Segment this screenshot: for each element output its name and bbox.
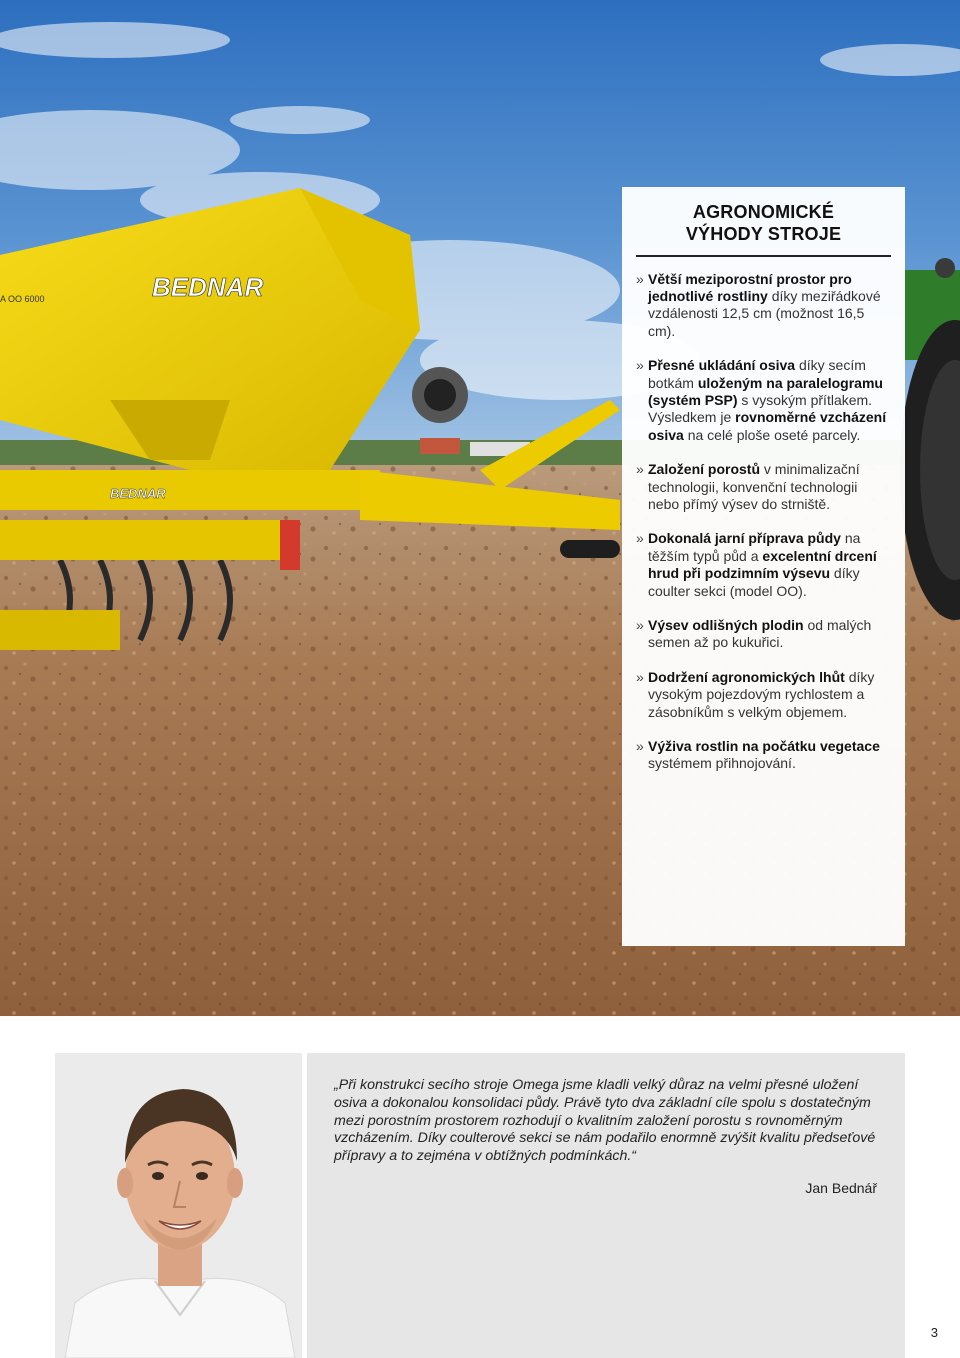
benefit-text: systémem přihnojování. xyxy=(648,755,796,772)
benefit-item xyxy=(636,738,891,773)
benefit-item xyxy=(636,669,891,721)
benefit-text: od malých semen až po kukuřici. xyxy=(648,617,872,651)
person-portrait-illustration xyxy=(55,1053,302,1358)
hopper-brand-logo: BEDNAR xyxy=(152,272,264,302)
title-divider xyxy=(636,255,891,257)
page-number: 3 xyxy=(930,1325,938,1340)
bullet-chevron-icon: » xyxy=(636,617,644,633)
benefit-highlight: Výživa rostlin na počátku vegetace xyxy=(648,738,880,755)
benefit-text: díky meziřádkové vzdálenosti 12,5 cm (možnost 16,5 cm). xyxy=(648,287,881,339)
bullet-chevron-icon: » xyxy=(636,668,644,685)
benefit-highlight: uloženým na paralelogramu (systém PSP) xyxy=(648,374,883,408)
benefit-text: na celé ploše oseté parcely. xyxy=(683,426,861,443)
bullet-chevron-icon: » xyxy=(636,270,644,287)
panel-title xyxy=(636,201,891,245)
benefit-text: díky coulter sekci (model OO). xyxy=(648,565,860,599)
benefit-item xyxy=(636,357,891,444)
benefit-item xyxy=(636,271,891,341)
portrait-photo xyxy=(55,1053,302,1358)
benefit-highlight: Větší meziporostní prostor pro jednotlivé rostliny xyxy=(648,270,852,304)
quote-text: „Při konstrukci secího stroje Omega jsme kladli velký důraz na velmi přesné uložení osiva a dokonalou konsolidaci půdy. Právě tyto dva základní cíle spolu s dostatečným mezi porostním prostorem rozhodují o kvalitním založení porostu s rovnoměrným vzcházením. Díky coulterové sekci se nám podařilo enormně zvýšit kvalitu předseťové přípravy a to zejména v obtížných podmínkách.“ xyxy=(334,1077,876,1165)
benefit-item xyxy=(636,617,891,652)
frame-brand-logo: BEDNAR xyxy=(110,486,166,501)
benefit-item xyxy=(636,461,891,513)
hopper-model-label: A OO 6000 xyxy=(0,294,45,304)
benefit-text: díky secím botkám xyxy=(648,357,866,391)
benefit-text: díky vysokým pojezdovým rychlostem a zásobníkům s velkým objemem. xyxy=(648,668,875,720)
benefit-highlight: Dodržení agronomických lhůt xyxy=(648,668,845,685)
benefit-highlight: excelentní drcení hrud při podzimním výsevu xyxy=(648,547,877,582)
quote-author: Jan Bednář xyxy=(805,1179,877,1196)
benefits-list xyxy=(636,271,891,773)
bullet-chevron-icon: » xyxy=(636,461,644,478)
benefit-text: na těžším typů půd a xyxy=(648,530,861,564)
bullet-chevron-icon: » xyxy=(636,530,644,547)
panel-title-line-2: VÝHODY STROJE xyxy=(685,224,842,244)
benefit-highlight: Přesné ukládání osiva xyxy=(648,357,796,374)
bullet-chevron-icon: » xyxy=(636,357,644,374)
benefit-highlight: Dokonalá jarní příprava půdy xyxy=(648,530,841,547)
bullet-chevron-icon: » xyxy=(636,738,644,755)
agronomic-benefits-panel xyxy=(622,187,905,946)
benefit-item xyxy=(636,530,891,600)
benefit-text: s vysokým přítlakem. Výsledkem je xyxy=(648,391,873,426)
quote-box xyxy=(307,1053,905,1358)
benefit-text: v minimalizační technologii, konvenční technologii nebo přímý výsev do strniště. xyxy=(648,461,860,512)
panel-title-line-1: AGRONOMICKÉ xyxy=(692,202,835,222)
benefit-highlight: Výsev odlišných plodin xyxy=(648,617,804,633)
benefit-highlight: rovnoměrné vzcházení osiva xyxy=(648,409,887,443)
benefit-highlight: Založení porostů xyxy=(648,461,760,478)
